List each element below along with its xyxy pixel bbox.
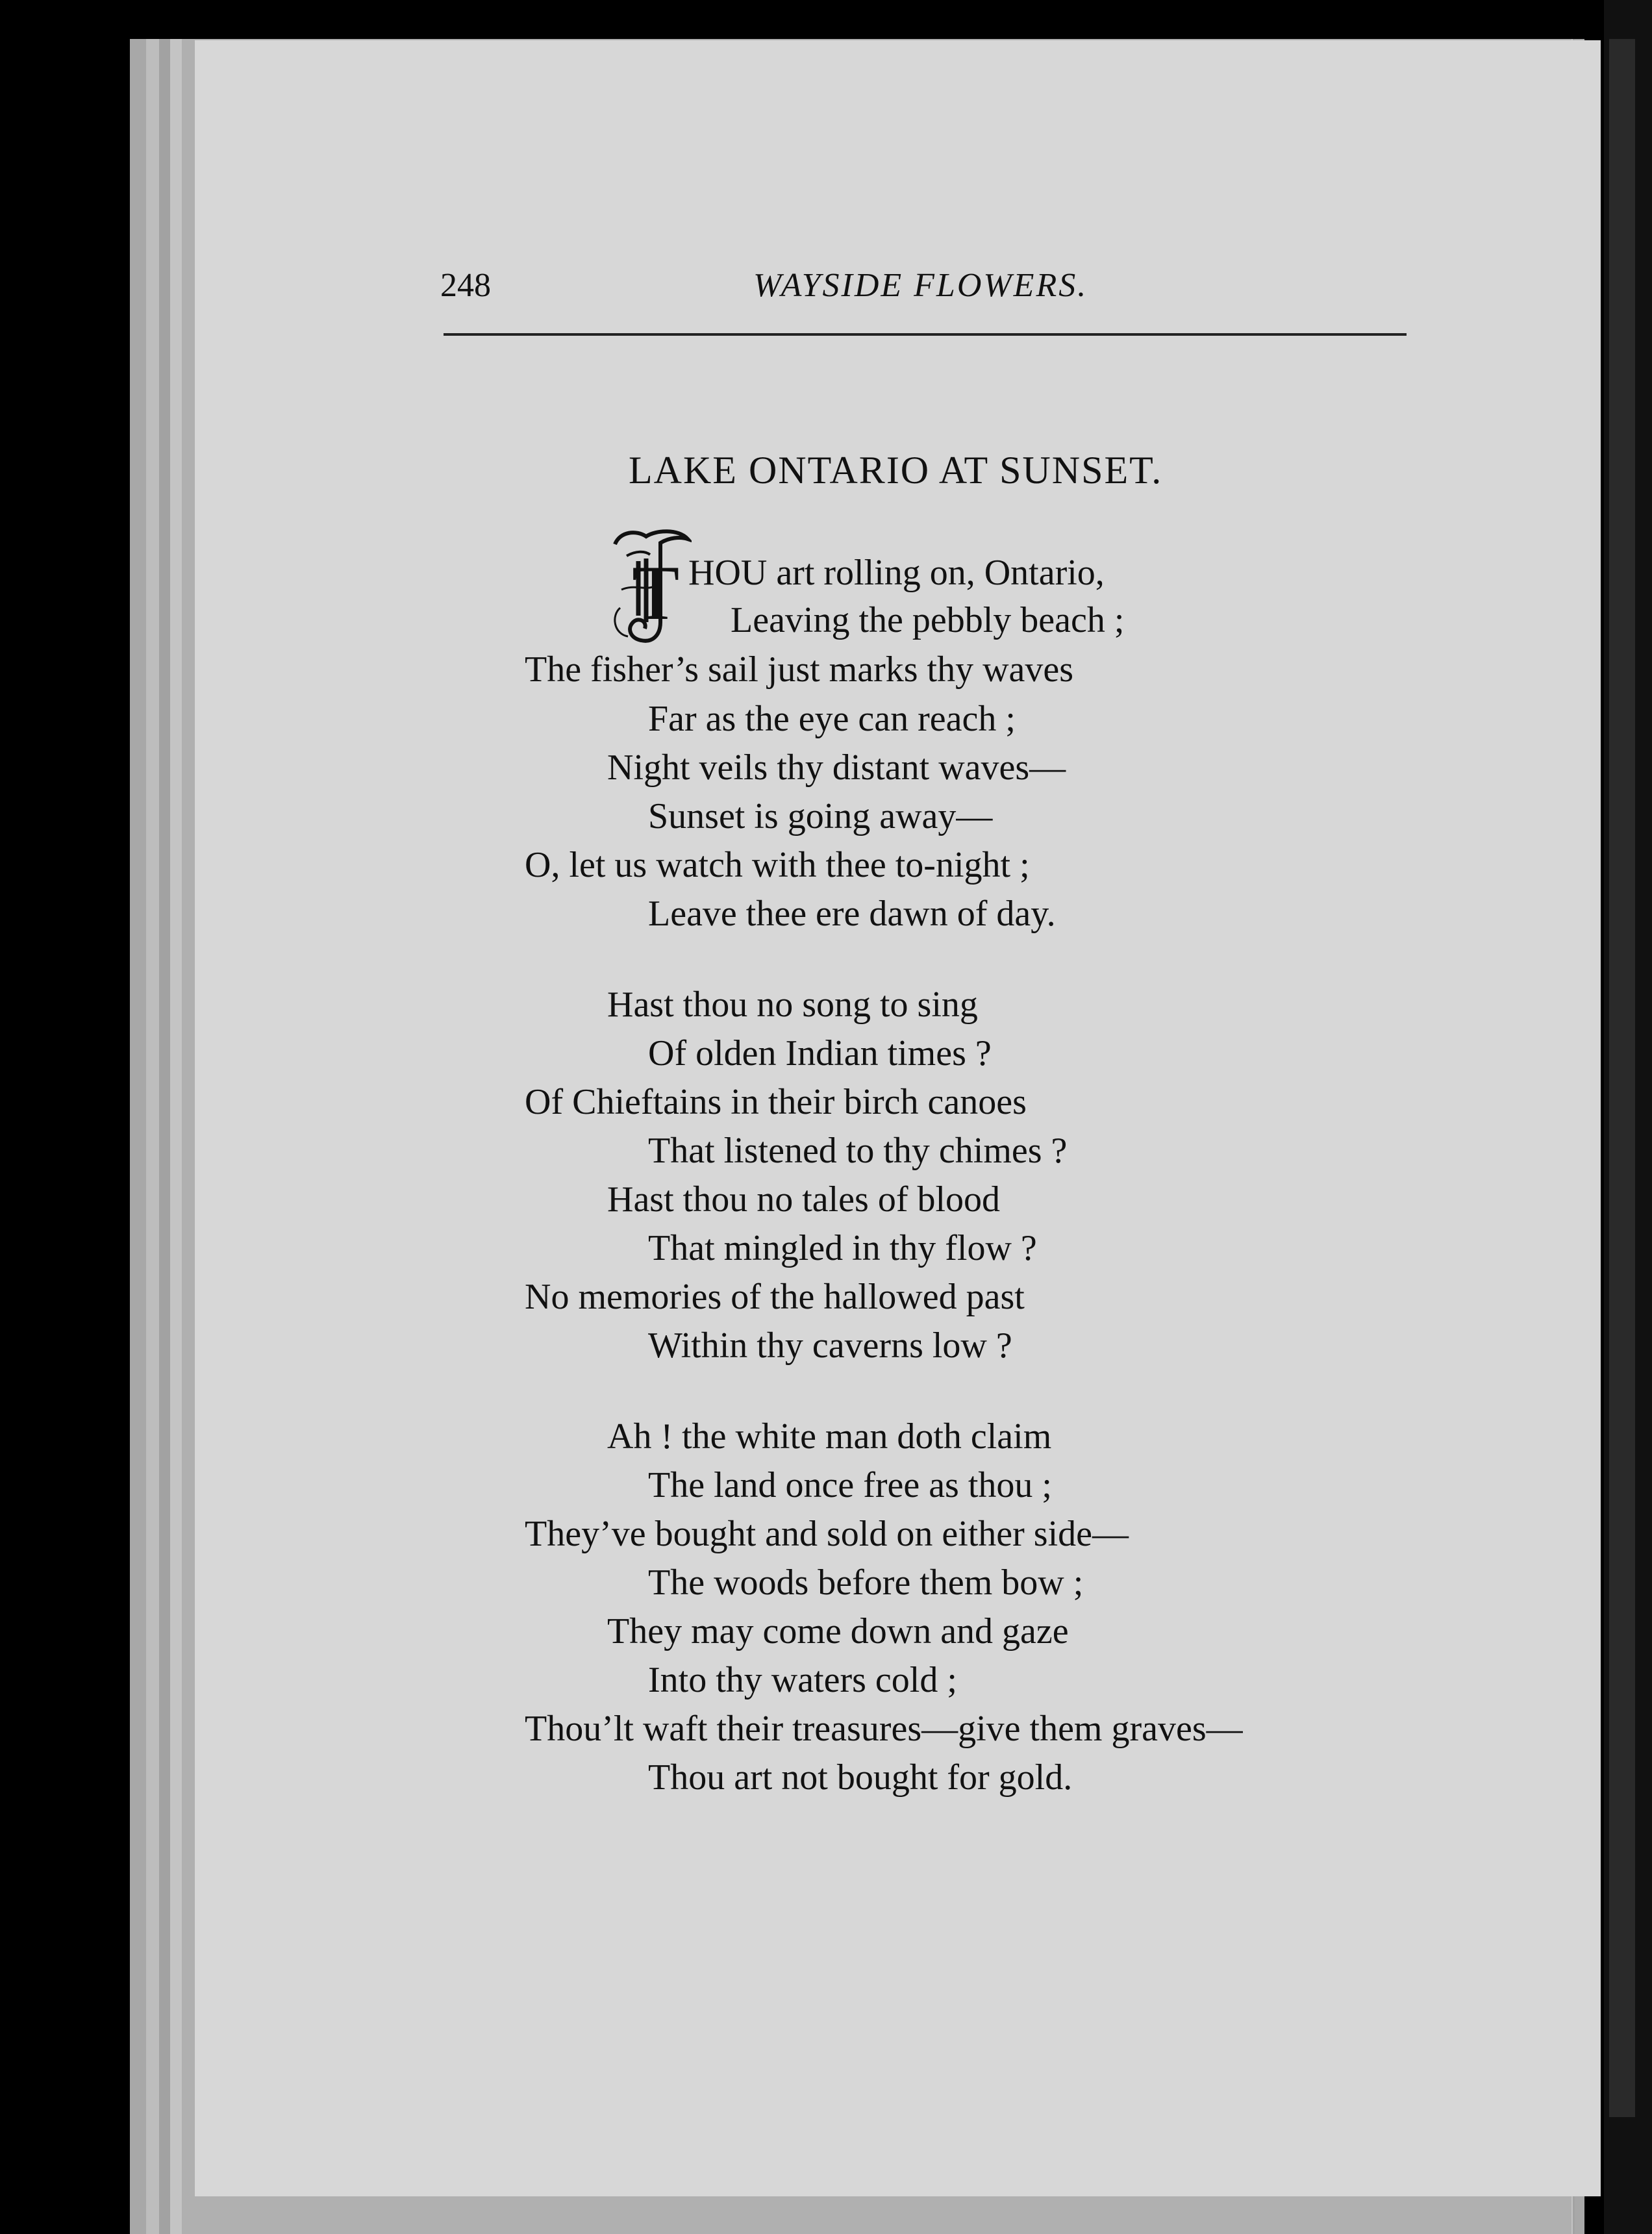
poem-title: LAKE ONTARIO AT SUNSET.	[629, 449, 1163, 492]
page-number: 248	[440, 267, 491, 304]
poem-line: Thou’lt waft their treasures—give them graves—	[525, 1709, 1243, 1749]
poem-line: Ah ! the white man doth claim	[607, 1416, 1052, 1457]
running-title: WAYSIDE FLOWERS.	[753, 267, 1088, 304]
drop-cap-letter: T	[632, 549, 680, 636]
poem-line: That listened to thy chimes ?	[648, 1131, 1068, 1171]
poem-line: O, let us watch with thee to-night ;	[525, 845, 1030, 885]
facing-page-edge	[1609, 39, 1635, 2117]
poem-line: Leave thee ere dawn of day.	[648, 894, 1056, 934]
poem-line: Thou art not bought for gold.	[648, 1757, 1073, 1798]
poem-line: They may come down and gaze	[607, 1611, 1069, 1651]
poem-line: Far as the eye can reach ;	[648, 699, 1016, 739]
poem-line: Hast thou no song to sing	[607, 985, 978, 1025]
poem-line: Night veils thy distant waves—	[607, 747, 1066, 788]
poem-line: The land once free as thou ;	[648, 1465, 1052, 1505]
poem-line: They’ve bought and sold on either side—	[525, 1514, 1129, 1554]
poem-line: Of Chieftains in their birch canoes	[525, 1082, 1027, 1122]
poem-line: Hast thou no tales of blood	[607, 1179, 1001, 1220]
poem-line: HOU art rolling on, Ontario,	[688, 553, 1105, 593]
poem-line: The fisher’s sail just marks thy waves	[525, 649, 1074, 690]
poem-line: No memories of the hallowed past	[525, 1277, 1025, 1317]
poem-line: Within thy caverns low ?	[648, 1325, 1012, 1366]
poem-line: Sunset is going away—	[648, 796, 993, 836]
header-rule	[444, 333, 1407, 336]
ornamental-drop-cap	[607, 525, 692, 646]
poem-line: That mingled in thy flow ?	[648, 1228, 1037, 1268]
poem-line: Into thy waters cold ;	[648, 1660, 957, 1700]
poem-line: Leaving the pebbly beach ;	[731, 600, 1125, 640]
poem-line: Of olden Indian times ?	[648, 1033, 992, 1073]
poem-line: The woods before them bow ;	[648, 1563, 1084, 1603]
